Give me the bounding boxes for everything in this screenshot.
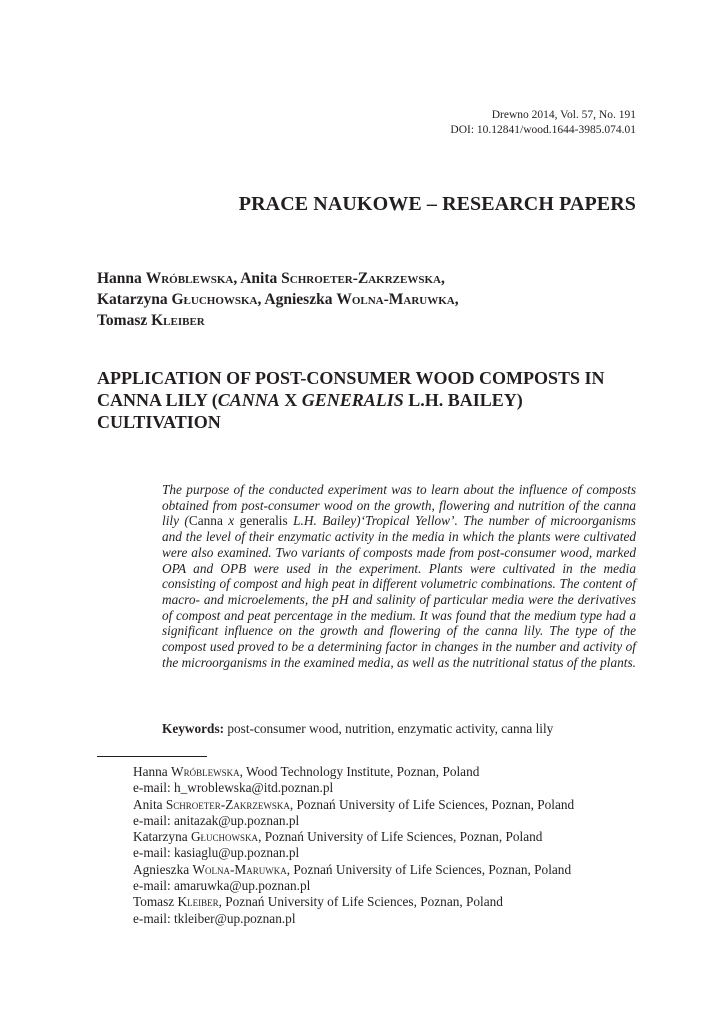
affiliation-line — [133, 862, 574, 878]
affil-institution: , Poznań University of Life Sciences, Poznan, Poland — [286, 861, 572, 877]
author-first-name: Agnieszka — [264, 291, 333, 308]
affil-first-name: Hanna — [133, 764, 172, 779]
author-first-name: Anita — [240, 270, 278, 287]
author-first-name: Tomasz — [97, 312, 148, 329]
affil-last-name: Kleiber — [177, 894, 219, 910]
abstract-text: The purpose of the conducted experiment was to learn about the influence of composts obtained from post-consumer wood on the growth, flowering and nutrition of the canna lily ( — [162, 482, 636, 529]
abstract-genus: Canna — [188, 513, 223, 529]
abstract-text: L.H. Bailey)‘Tropical Yellow’. The number of microorganisms and the level of their enzymatic activity in the media in which the plants were cultivated were also examined. Two variants of composts made from post-consumer wood, marked OPA and OPB were used in the experiment. Plants were cultivated in the media consisting of compost and high peat in different volumetric combinations. The content of macro- and microelements, the pH and salinity of particular media were the derivatives of compost and peat percentage in the medium. It was found that the medium type had a significant influence on the growth and flowering of the canna lily. The type of the compost used proved to be a determining factor in changes in the number and activity of the microorganisms in the examined media, as well as the nutritional status of the plants. — [162, 513, 636, 670]
affiliation-email: e-mail: anitazak@up.poznan.pl — [133, 812, 300, 828]
keywords — [162, 721, 553, 737]
affil-last-name: Wróblewska — [171, 764, 240, 779]
affiliation-email: e-mail: amaruwka@up.poznan.pl — [133, 878, 311, 894]
section-title: PRACE NAUKOWE – RESEARCH PAPERS — [238, 193, 636, 215]
journal-citation: Drewno 2014, Vol. 57, No. 191 — [491, 109, 636, 121]
affil-institution: , Poznań University of Life Sciences, Poznan, Poland — [218, 894, 503, 910]
abstract — [162, 482, 636, 670]
title-text: X — [279, 390, 302, 410]
affil-first-name: Agnieszka — [133, 861, 193, 877]
footnote-divider — [97, 756, 207, 757]
affil-institution: , Poznań University of Life Sciences, Poznan, Poland — [258, 829, 543, 845]
affil-last-name: Wolna-Maruwka — [192, 861, 287, 877]
author-first-name: Katarzyna — [97, 291, 168, 308]
affil-institution: , Poznań University of Life Sciences, Poznan, Poland — [289, 796, 575, 812]
title-italic: GENERALIS — [301, 390, 404, 410]
author-last-name: Schroeter-Zakrzewska — [281, 270, 441, 287]
abstract-text: x — [222, 513, 240, 529]
title-text: L.H. BAILEY) CULTIVATION — [97, 390, 523, 432]
affil-last-name: Głuchowska — [190, 829, 259, 845]
title-italic: CANNA — [217, 390, 280, 410]
affil-last-name: Schroeter-Zakrzewska — [165, 796, 290, 812]
author-list — [97, 268, 459, 331]
author-line: Katarzyna Głuchowska, Agnieszka Wolna-Maruwka, — [97, 291, 459, 308]
affiliation-line — [133, 894, 574, 910]
author-line — [97, 310, 459, 331]
author-line: Hanna Wróblewska, Anita Schroeter-Zakrzewska, — [97, 270, 445, 287]
author-last-name: Wróblewska — [145, 270, 234, 287]
affiliation-line — [133, 764, 574, 780]
title-text: APPLICATION OF POST-CONSUMER WOOD COMPOSTS IN CANNA LILY ( — [97, 368, 605, 410]
affiliation-email: e-mail: kasiaglu@up.poznan.pl — [133, 845, 300, 861]
affiliation-line — [133, 829, 574, 845]
author-last-name: Wolna-Maruwka — [336, 291, 455, 308]
affiliation-email: e-mail: tkleiber@up.poznan.pl — [133, 910, 296, 926]
affiliation-line — [133, 797, 574, 813]
affiliation-email: e-mail: h_wroblewska@itd.poznan.pl — [133, 780, 334, 796]
journal-info — [450, 108, 636, 138]
affil-first-name: Tomasz — [133, 894, 178, 910]
affil-first-name: Anita — [133, 796, 166, 812]
paper-title — [97, 367, 642, 433]
author-last-name: Kleiber — [151, 312, 205, 329]
abstract-species: generalis — [239, 513, 288, 529]
affil-first-name: Katarzyna — [133, 829, 191, 845]
journal-doi: DOI: 10.12841/wood.1644-3985.074.01 — [450, 124, 636, 136]
author-last-name: Głuchowska — [171, 291, 258, 308]
author-first-name: Hanna — [97, 270, 142, 287]
affil-institution: , Wood Technology Institute, Poznan, Poland — [239, 764, 480, 779]
keywords-text: post-consumer wood, nutrition, enzymatic activity, canna lily — [224, 721, 554, 736]
keywords-label: Keywords: — [162, 721, 225, 736]
affiliations — [133, 764, 574, 927]
